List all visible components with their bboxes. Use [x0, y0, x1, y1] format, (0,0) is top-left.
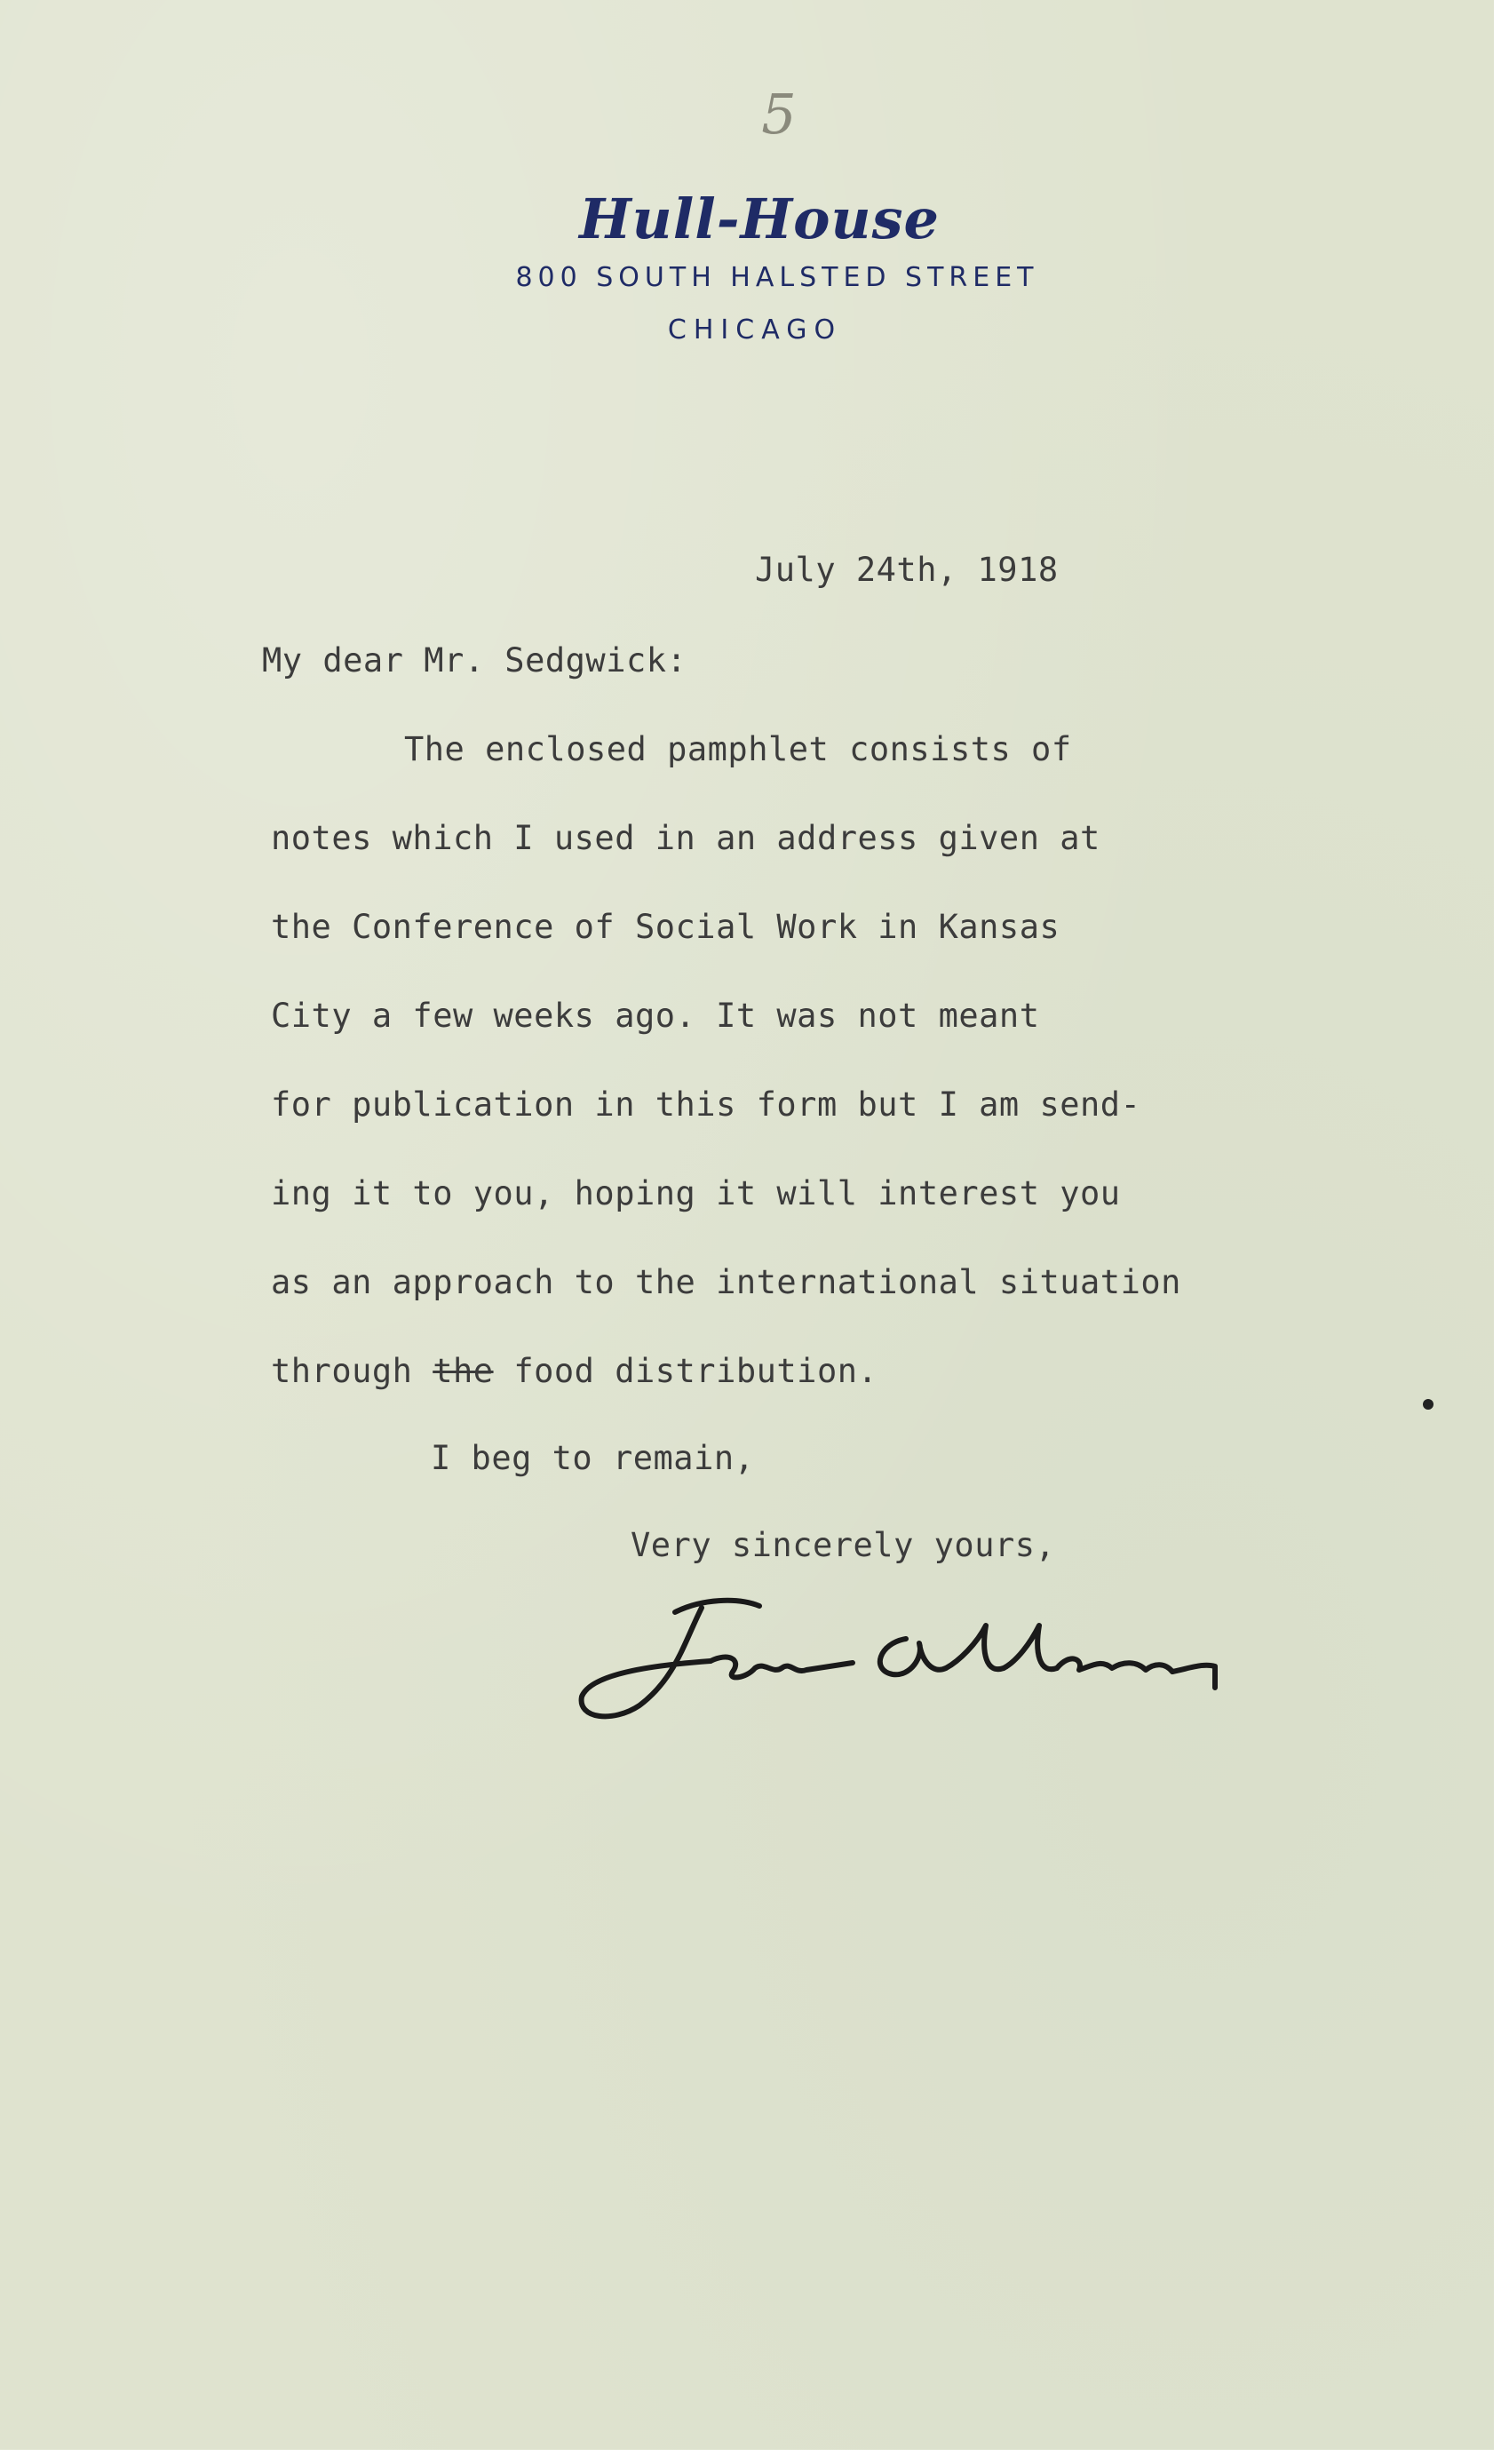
body-line-3: the Conference of Social Work in Kansas: [271, 908, 1060, 946]
letterhead: [0, 187, 1501, 346]
body-line-4: City a few weeks ago. It was not meant: [271, 997, 1040, 1035]
struck-word: the: [433, 1352, 494, 1390]
closing-line: I beg to remain,: [431, 1439, 755, 1477]
salutation: My dear Mr. Sedgwick:: [262, 641, 687, 680]
body-line-1: The enclosed pamphlet consists of: [404, 730, 1072, 768]
body-line-8: [271, 1352, 878, 1390]
letterhead-name: Hull-House: [579, 187, 940, 251]
complimentary-close: Very sincerely yours,: [631, 1526, 1056, 1564]
body-line-5: for publication in this form but I am send-: [271, 1085, 1141, 1124]
body-line-7: as an approach to the international situation: [271, 1263, 1181, 1301]
body-line-8-end: food distribution.: [493, 1352, 878, 1390]
paper-bottom-edge: [0, 2450, 1501, 2464]
letterhead-street: 800 SOUTH HALSTED STREET: [515, 262, 1039, 293]
folder-number-mark: 5: [761, 82, 797, 147]
letter-date: July 24th, 1918: [755, 551, 1059, 589]
body-line-8-start: through: [271, 1352, 433, 1390]
ink-speck: [1423, 1399, 1433, 1410]
body-line-2: notes which I used in an address given at: [271, 819, 1100, 857]
body-line-6: ing it to you, hoping it will interest you: [271, 1174, 1121, 1212]
handwritten-signature: [568, 1590, 1297, 1732]
letterhead-city: CHICAGO: [667, 314, 843, 346]
paper-right-edge: [1494, 0, 1501, 2464]
